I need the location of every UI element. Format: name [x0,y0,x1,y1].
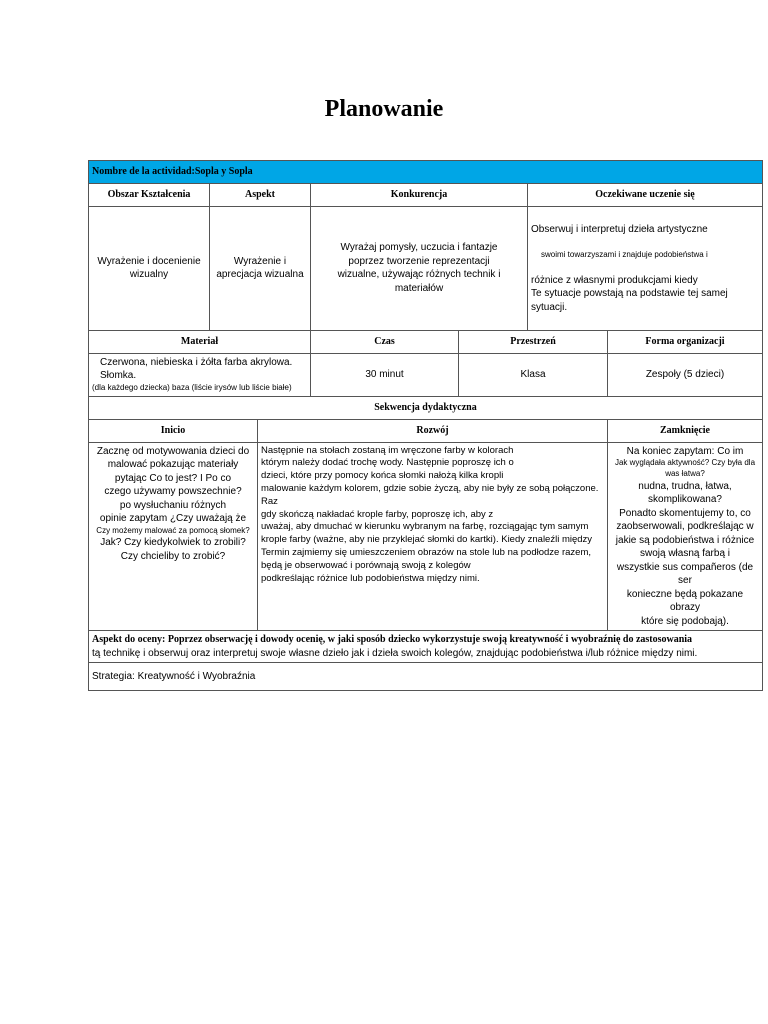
header-forma: Forma organizacji [608,330,763,353]
material-value [89,353,311,396]
strategy-cell: Strategia: Kreatywność i Wyobraźnia [89,663,763,691]
oczekiwane-value [528,207,763,331]
oczekiwane-line-1: Obserwuj i interpretuj dzieła artystyczne [531,223,708,235]
header-inicio: Inicio [89,419,258,442]
material-line-1: Czerwona, niebieska i żółta farba akrylowa. Słomka. [100,356,293,382]
sequence-content-row [89,442,763,631]
assessment-label: Aspekt do oceny: Poprzez obserwację i dowody ocenię, w jaki sposób dziecko wykorzystuje swoją kreatywność i wyobraźnię do zastosowania [92,634,693,646]
inicio-text-3: Jak? Czy kiedykolwiek to zrobili? Czy chcieliby to zrobić? [100,537,246,562]
header-zamkniecie: Zamknięcie [608,419,763,442]
header-przestrzen: Przestrzeń [459,330,608,353]
zamkniecie-text-3: nudna, trudna, łatwa, skomplikowana? Ponadto skomentujemy to, co zaobserwowali, podkreślając w jakie są podobieństwa i różnice swoją własną farbą i wszystkie sus compañeros (de ser konieczne będą pokazane obrazy które się podobają). [615,480,755,627]
inicio-text-1: Zacznę od motywowania dzieci do malować pokazując materiały pytając Co to jest? I Po co czego używamy powszechnie? po wysłuchaniu różnych opinie zapytam ¿Czy uważają że [96,445,250,525]
area-header-row [89,184,763,207]
area-values-row [89,207,763,331]
assessment-row [89,631,763,663]
rozwoj-content: Następnie na stołach zostaną im wręczone farby w kolorach którym należy dodać trochę wody. Następnie poproszę ich o dzieci, które przy pomocy końca słomki nałożą kilka kropli malowanie każdym kolorem, gdzie sobie życzą, aby nie były ze sobą połączone. Raz gdy skończą nakładać krople farby, poproszę ich, aby z uważaj, aby dmuchać w kierunku wybranym na farbę, rozciągając tym samym krople farby (ważne, aby nie przyklejać słomki do kartki). Kiedy znaleźli między Termin zajmiemy się umieszczeniem obrazów na stole lub na podłodze razem, będą je obserwować i porównają swoją z kolegów podkreślając różnice lub podobieństwa między nimi. [258,442,608,631]
activity-name: Nombre de la actividad:Sopla y Sopla [89,161,763,184]
header-rozwoj: Rozwój [258,419,608,442]
header-material: Materiał [89,330,311,353]
oczekiwane-line-3: różnice z własnymi produkcjami kiedy Te sytuacje powstają na podstawie tej samej sytuacji. [531,274,728,313]
sequence-cols-row [89,419,763,442]
activity-row [89,161,763,184]
zamkniecie-content [608,442,763,631]
page-title: Planowanie [324,96,444,122]
assessment-text: tą technikę i obserwuj oraz interpretuj swoje własne dzieło jak i dzieła swoich kolegów, znajdując podobieństwa i/lub różnice między nimi. [92,647,698,659]
zamkniecie-text-1: Na koniec zapytam: Co im [626,445,744,457]
przestrzen-value: Klasa [459,353,608,396]
sequence-header: Sekwencja dydaktyczna [89,396,763,419]
czas-value: 30 minut [311,353,459,396]
konkurencja-value: Wyrażaj pomysły, uczucia i fantazje poprzez tworzenie reprezentacji wizualne, używając różnych technik i materiałów [311,207,528,331]
header-aspekt: Aspekt [210,184,311,207]
header-obszar: Obszar Kształcenia [89,184,210,207]
inicio-content [89,442,258,631]
material-values-row [89,353,763,396]
strategy-row [89,663,763,691]
material-line-2: (dla każdego dziecka) baza (liście irysów lub liście białe) [92,382,292,392]
aspekt-value: Wyrażenie i aprecjacja wizualna [210,207,311,331]
forma-value: Zespoły (5 dzieci) [608,353,763,396]
oczekiwane-line-2: swoimi towarzyszami i znajduje podobieństwa i [541,249,708,259]
inicio-text-2: Czy możemy malować za pomocą słomek? [96,525,250,535]
header-konkurencja: Konkurencja [311,184,528,207]
zamkniecie-text-2: Jak wyglądała aktywność? Czy była dla was łatwa? [614,458,756,478]
sequence-header-row [89,396,763,419]
assessment-cell [89,631,763,663]
header-czas: Czas [311,330,459,353]
header-oczekiwane: Oczekiwane uczenie się [528,184,763,207]
planning-table [88,160,763,691]
obszar-value: Wyrażenie i docenienie wizualny [89,207,210,331]
material-header-row [89,330,763,353]
